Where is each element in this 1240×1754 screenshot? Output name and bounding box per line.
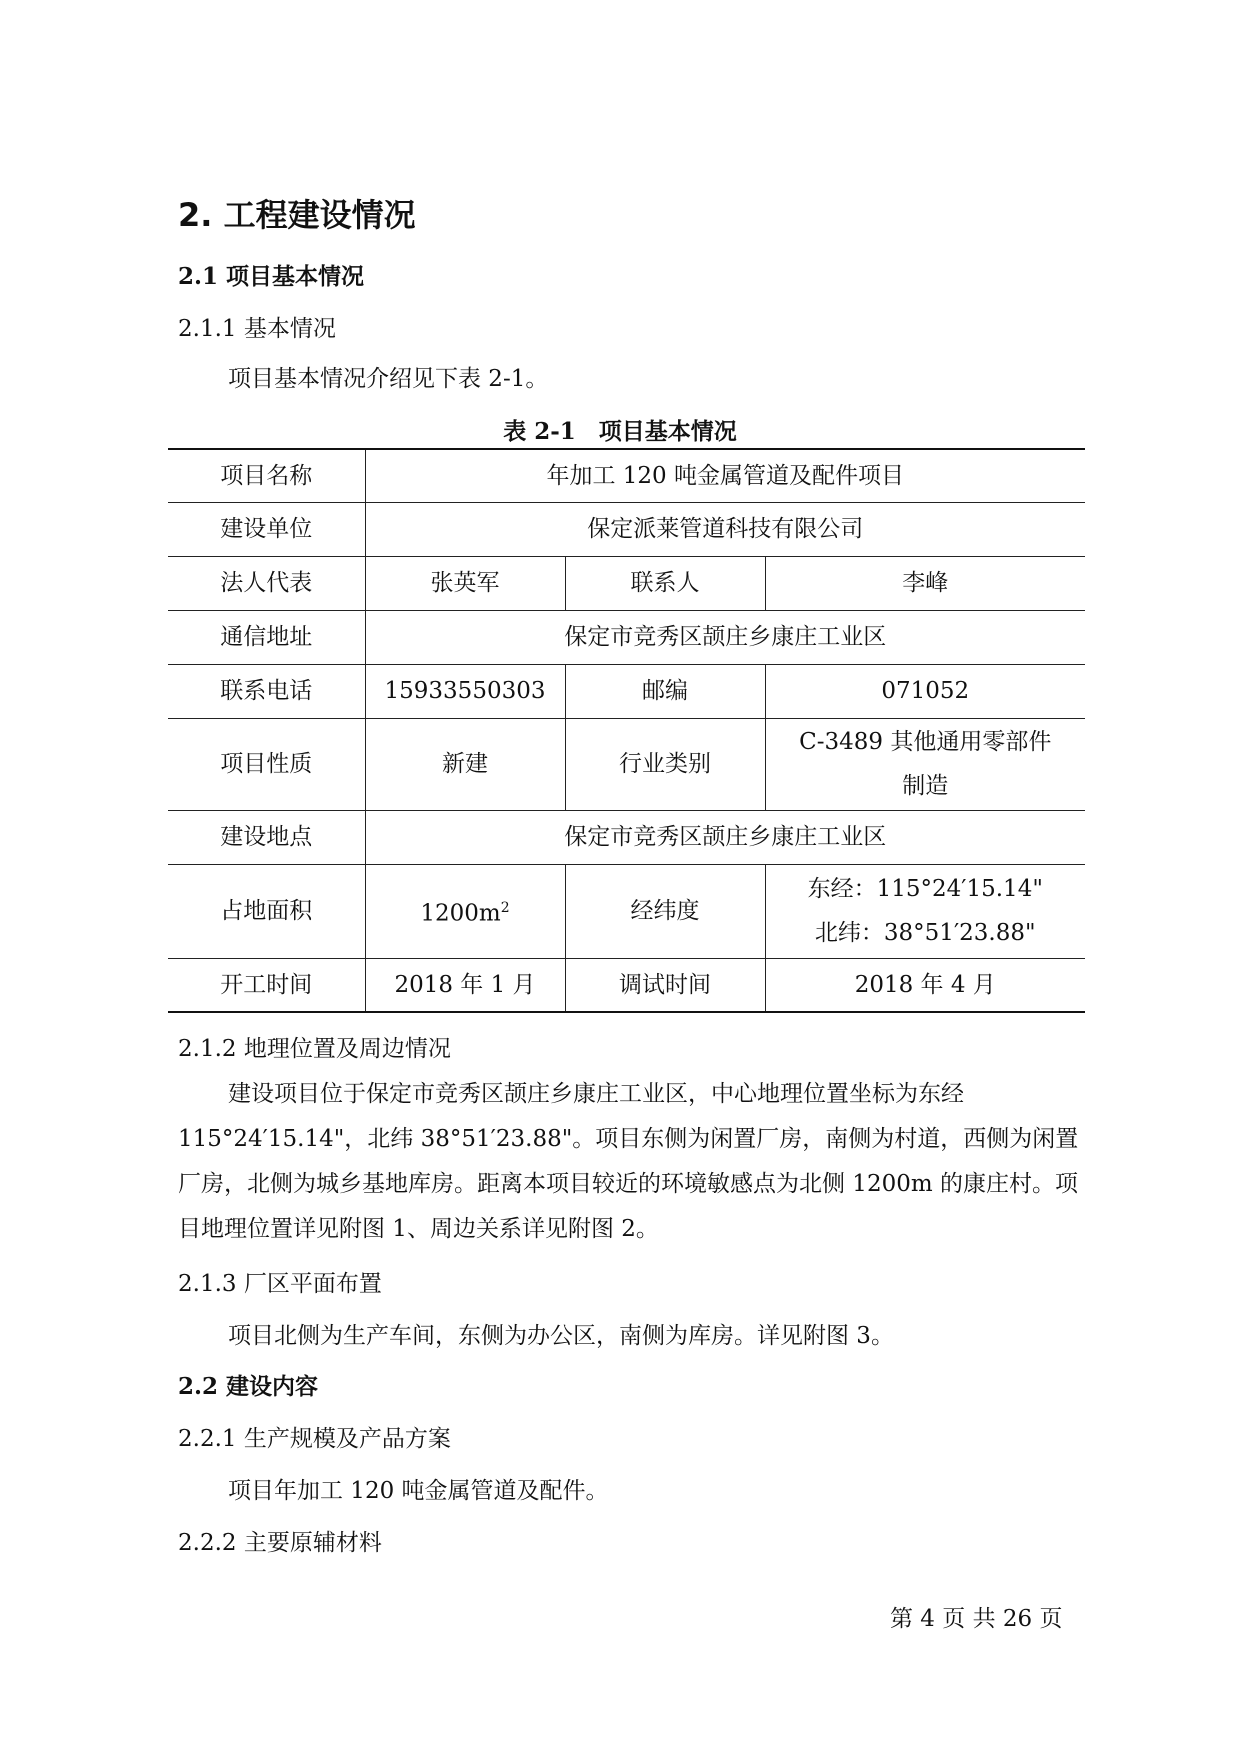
table-cell-line: 北纬：38°51′23.88" [814, 920, 1036, 946]
table-cell-label: 项目名称 [168, 449, 365, 502]
table-cell-label: 经纬度 [565, 864, 765, 958]
table-cell-value: 保定市竞秀区颉庄乡康庄工业区 [365, 610, 1085, 664]
paragraph-location-text: 建设项目位于保定市竞秀区颉庄乡康庄工业区，中心地理位置坐标为东经 115°24′15.14"，北纬 38°51′23.88"。项目东侧为闲置厂房，南侧为村道，西侧为闲置厂房，北侧为城乡基地库房。距离本项目较近的环境敏感点为北侧 1200m 的康庄村。项目地理位置详见附图 1、周边关系详见附图 2。 [178, 1081, 1079, 1242]
table-cell-label: 项目性质 [168, 718, 365, 810]
table-row [168, 664, 1085, 718]
table-cell-line: C-3489 其他通用零部件 [799, 729, 1052, 755]
table-row [168, 556, 1085, 610]
table-cell-label: 联系电话 [168, 664, 365, 718]
table-cell-value [765, 864, 1085, 958]
section-heading-2-1: 2.1 项目基本情况 [178, 263, 365, 290]
subsection-heading-2-2-2: 2.2.2 主要原辅材料 [178, 1530, 382, 1556]
table-row [168, 864, 1085, 958]
subsection-heading-2-1-2: 2.1.2 地理位置及周边情况 [178, 1036, 451, 1062]
table-cell-line: 制造 [902, 773, 949, 799]
paragraph-production: 项目年加工 120 吨金属管道及配件。 [228, 1478, 609, 1504]
table-cell-value: 年加工 120 吨金属管道及配件项目 [365, 449, 1085, 502]
table-cell-value: 李峰 [765, 556, 1085, 610]
table-cell-label: 建设地点 [168, 810, 365, 864]
table-row [168, 449, 1085, 502]
page-heading: 2. 工程建设情况 [178, 196, 416, 234]
table-cell-value: 071052 [765, 664, 1085, 718]
table-cell-value: 新建 [365, 718, 565, 810]
table-row [168, 958, 1085, 1012]
table-cell-value: 2018 年 1 月 [365, 958, 565, 1012]
table-cell-label: 法人代表 [168, 556, 365, 610]
table-row [168, 718, 1085, 810]
subsection-heading-2-2-1: 2.2.1 生产规模及产品方案 [178, 1426, 451, 1452]
table-cell-value [365, 864, 565, 958]
table-title: 表 2-1 项目基本情况 [503, 418, 737, 445]
table-row [168, 610, 1085, 664]
page-number-footer: 第 4 页 共 26 页 [890, 1606, 1063, 1632]
project-info-table [168, 448, 1085, 1013]
table-cell-label: 通信地址 [168, 610, 365, 664]
table-cell-line: 东经：115°24′15.14" [807, 876, 1043, 902]
table-cell-label: 联系人 [565, 556, 765, 610]
table-cell-label: 行业类别 [565, 718, 765, 810]
table-cell-value: 保定市竞秀区颉庄乡康庄工业区 [365, 810, 1085, 864]
table-cell-label: 调试时间 [565, 958, 765, 1012]
table-cell-value: 保定派莱管道科技有限公司 [365, 502, 1085, 556]
table-row [168, 810, 1085, 864]
paragraph-layout: 项目北侧为生产车间，东侧为办公区，南侧为库房。详见附图 3。 [228, 1323, 894, 1349]
subsection-heading-2-1-1: 2.1.1 基本情况 [178, 316, 336, 342]
subsection-heading-2-1-3: 2.1.3 厂区平面布置 [178, 1271, 382, 1297]
section-heading-2-2: 2.2 建设内容 [178, 1373, 319, 1400]
table-cell-label: 占地面积 [168, 864, 365, 958]
table-cell-label: 建设单位 [168, 502, 365, 556]
paragraph-location [178, 1072, 1083, 1252]
table-row [168, 502, 1085, 556]
intro-paragraph: 项目基本情况介绍见下表 2-1。 [228, 366, 549, 392]
table-cell-label: 开工时间 [168, 958, 365, 1012]
table-cell-value: 张英军 [365, 556, 565, 610]
table-cell-label: 邮编 [565, 664, 765, 718]
table-cell-value [765, 718, 1085, 810]
area-value: 1200m [420, 900, 501, 927]
table-cell-value: 2018 年 4 月 [765, 958, 1085, 1012]
area-unit-superscript: 2 [500, 900, 510, 917]
table-cell-value: 15933550303 [365, 664, 565, 718]
